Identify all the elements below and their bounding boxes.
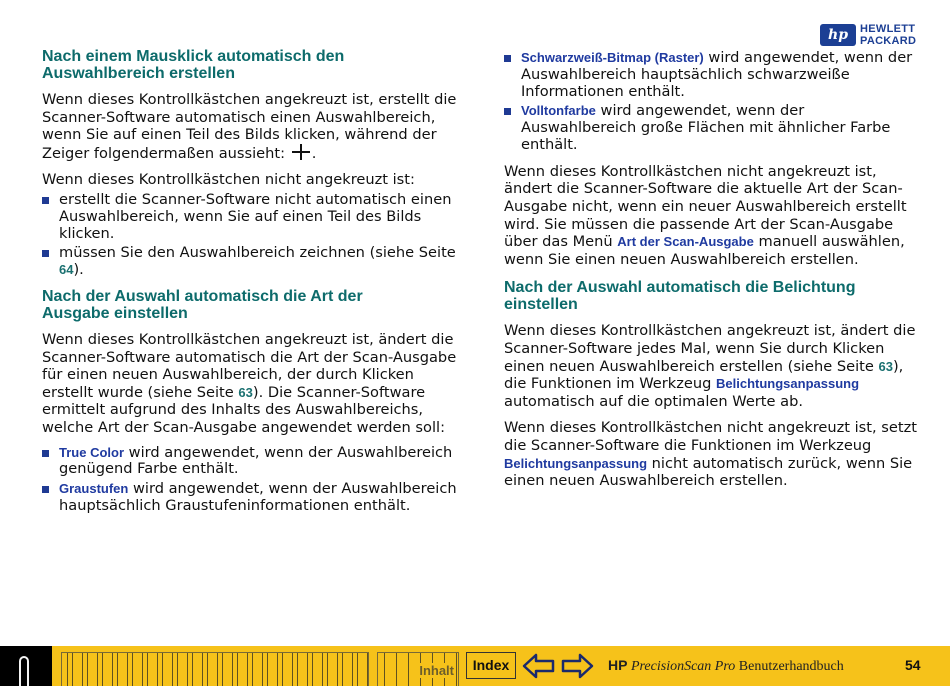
paragraph <box>504 419 924 489</box>
chapter-tab-glyph-icon <box>19 656 29 686</box>
hp-logo-line1: HEWLETT <box>860 23 916 35</box>
paragraph-text: Wenn dieses Kontrollkästchen nicht angekreuzt ist, ändert die Scanner-Software die aktuelle Art der Scan-Ausgabe nicht, wenn ein neuer Auswahlbereich erstellt wird. Sie müssen die passende Art der Scan-Ausgabe über das Menü <box>504 162 907 251</box>
heading-line: Auswahlbereich erstellen <box>42 65 235 82</box>
true-color-link[interactable]: True Color <box>59 444 125 460</box>
paragraph-text: Wenn dieses Kontrollkästchen angekreuzt ist, erstellt die Scanner-Software automatisch einen Auswahlbereich, wenn Sie auf einen Teil des Bilds klicken, während der Zeiger folgendermaßen aussieht: <box>42 91 457 162</box>
paragraph-text: manuell auswählen, wenn Sie einen neuen Auswahlbereich erstellen. <box>504 233 905 268</box>
hp-logo-mark: hp <box>820 24 856 46</box>
chapter-tab[interactable] <box>0 646 52 686</box>
page-number: 54 <box>905 657 921 673</box>
right-column <box>504 48 924 490</box>
heading-line: einstellen <box>504 296 578 314</box>
paragraph <box>504 163 924 269</box>
bullet-square-icon <box>42 250 49 257</box>
bullet-item <box>504 50 924 100</box>
bullet-square-icon <box>42 486 49 493</box>
section-heading-exposure <box>504 279 924 313</box>
bitmap-link[interactable]: Schwarzweiß-Bitmap (Raster) <box>521 50 704 65</box>
heading-line: Nach einem Mausklick automatisch den <box>42 48 345 65</box>
chapter-navigation-strip[interactable] <box>61 652 369 686</box>
contents-button[interactable] <box>377 652 459 686</box>
heading-line: Ausgabe einstellen <box>42 304 188 322</box>
paragraph-text: Wenn dieses Kontrollkästchen nicht angekreuzt ist, setzt die Scanner-Software die Funktionen im Werkzeug <box>504 419 917 454</box>
manual-title-product: PrecisionScan Pro <box>630 659 736 674</box>
paragraph <box>42 331 462 437</box>
contents-button-label: Inhalt <box>419 663 454 678</box>
paragraph-text: nicht automatisch zurück, wenn Sie einen neuen Auswahlbereich erstellen. <box>504 454 913 490</box>
scan-output-menu-link[interactable]: Art der Scan-Ausgabe <box>617 234 754 250</box>
page-link[interactable]: 64 <box>59 262 74 278</box>
bullet-item <box>504 103 924 153</box>
paragraph <box>504 322 924 410</box>
bullet-text: wird angewendet, wenn der Auswahlbereich hauptsächlich Graustufeninformationen enthält. <box>59 480 457 514</box>
volltonfarbe-link[interactable]: Volltonfarbe <box>521 103 596 119</box>
hp-logo <box>820 22 932 48</box>
heading-line: Nach der Auswahl automatisch die Art der <box>42 287 363 305</box>
manual-title-hp: HP <box>608 657 628 673</box>
bullet-text: erstellt die Scanner-Software nicht automatisch einen Auswahlbereich, wenn Sie auf einen Teil des Bilds klicken. <box>59 190 452 242</box>
bullet-text: ). <box>73 261 84 279</box>
bullet-text: müssen Sie den Auswahlbereich zeichnen (siehe Seite <box>59 244 456 262</box>
paragraph <box>42 91 462 162</box>
bullet-text: wird angewendet, wenn der Auswahlbereich genügend Farbe enthält. <box>59 443 453 478</box>
footer-bar <box>0 646 950 686</box>
bullet-text: wird angewendet, wenn der Auswahlbereich hauptsächlich schwarzweiße Informationen enthält. <box>521 49 913 100</box>
heading-line: Nach der Auswahl automatisch die Belichtung <box>504 279 856 297</box>
exposure-tool-link[interactable]: Belichtungsanpassung <box>504 455 648 471</box>
paragraph-text: . <box>311 144 317 162</box>
bullet-item <box>42 445 462 479</box>
next-page-arrow-icon[interactable] <box>560 652 594 680</box>
page-link[interactable]: 63 <box>238 384 253 400</box>
previous-page-arrow-icon[interactable] <box>522 652 556 680</box>
graustufen-link[interactable]: Graustufen <box>59 481 129 497</box>
hp-logo-line2: PACKARD <box>860 35 917 47</box>
paragraph-text: ), die Funktionen im Werkzeug <box>504 357 904 393</box>
bullet-item <box>42 481 462 515</box>
bullet-square-icon <box>42 197 49 204</box>
paragraph-text: ). Die Scanner-Software ermittelt aufgrund des Inhalts des Auswahlbereichs, welche Art der Scan-Ausgabe angewendet werden soll: <box>42 383 445 436</box>
bullet-square-icon <box>42 450 49 457</box>
exposure-tool-link[interactable]: Belichtungsanpassung <box>716 376 860 392</box>
paragraph-text: Wenn dieses Kontrollkästchen angekreuzt ist, ändert die Scanner-Software jedes Mal, wenn Sie durch Klicken einen neuen Auswahlbereich erstellen (siehe Seite <box>504 322 916 375</box>
bullet-square-icon <box>504 55 511 62</box>
paragraph-text: automatisch auf die optimalen Werte ab. <box>504 392 803 410</box>
manual-title-rest: Benutzerhandbuch <box>735 659 844 674</box>
section-heading-output-type <box>42 288 462 322</box>
paragraph-text: Wenn dieses Kontrollkästchen angekreuzt ist, ändert die Scanner-Software automatisch die Art der Scan-Ausgabe für einen neuen Auswahlbereich, der durch Klicken erstellt wurde (siehe Seite <box>42 330 457 401</box>
index-button[interactable]: Index <box>466 652 516 679</box>
bullet-text: wird angewendet, wenn der Auswahlbereich große Flächen mit ähnlicher Farbe enthält. <box>521 102 891 153</box>
bullet-square-icon <box>504 108 511 115</box>
section-heading-auto-selection <box>42 48 462 82</box>
bullet-item <box>42 192 462 242</box>
paragraph: Wenn dieses Kontrollkästchen nicht angekreuzt ist: <box>42 171 415 189</box>
page-link[interactable]: 63 <box>878 358 893 374</box>
bullet-item <box>42 245 462 279</box>
left-column <box>42 48 462 515</box>
crosshair-cursor-icon <box>292 144 310 160</box>
manual-title <box>608 657 844 675</box>
